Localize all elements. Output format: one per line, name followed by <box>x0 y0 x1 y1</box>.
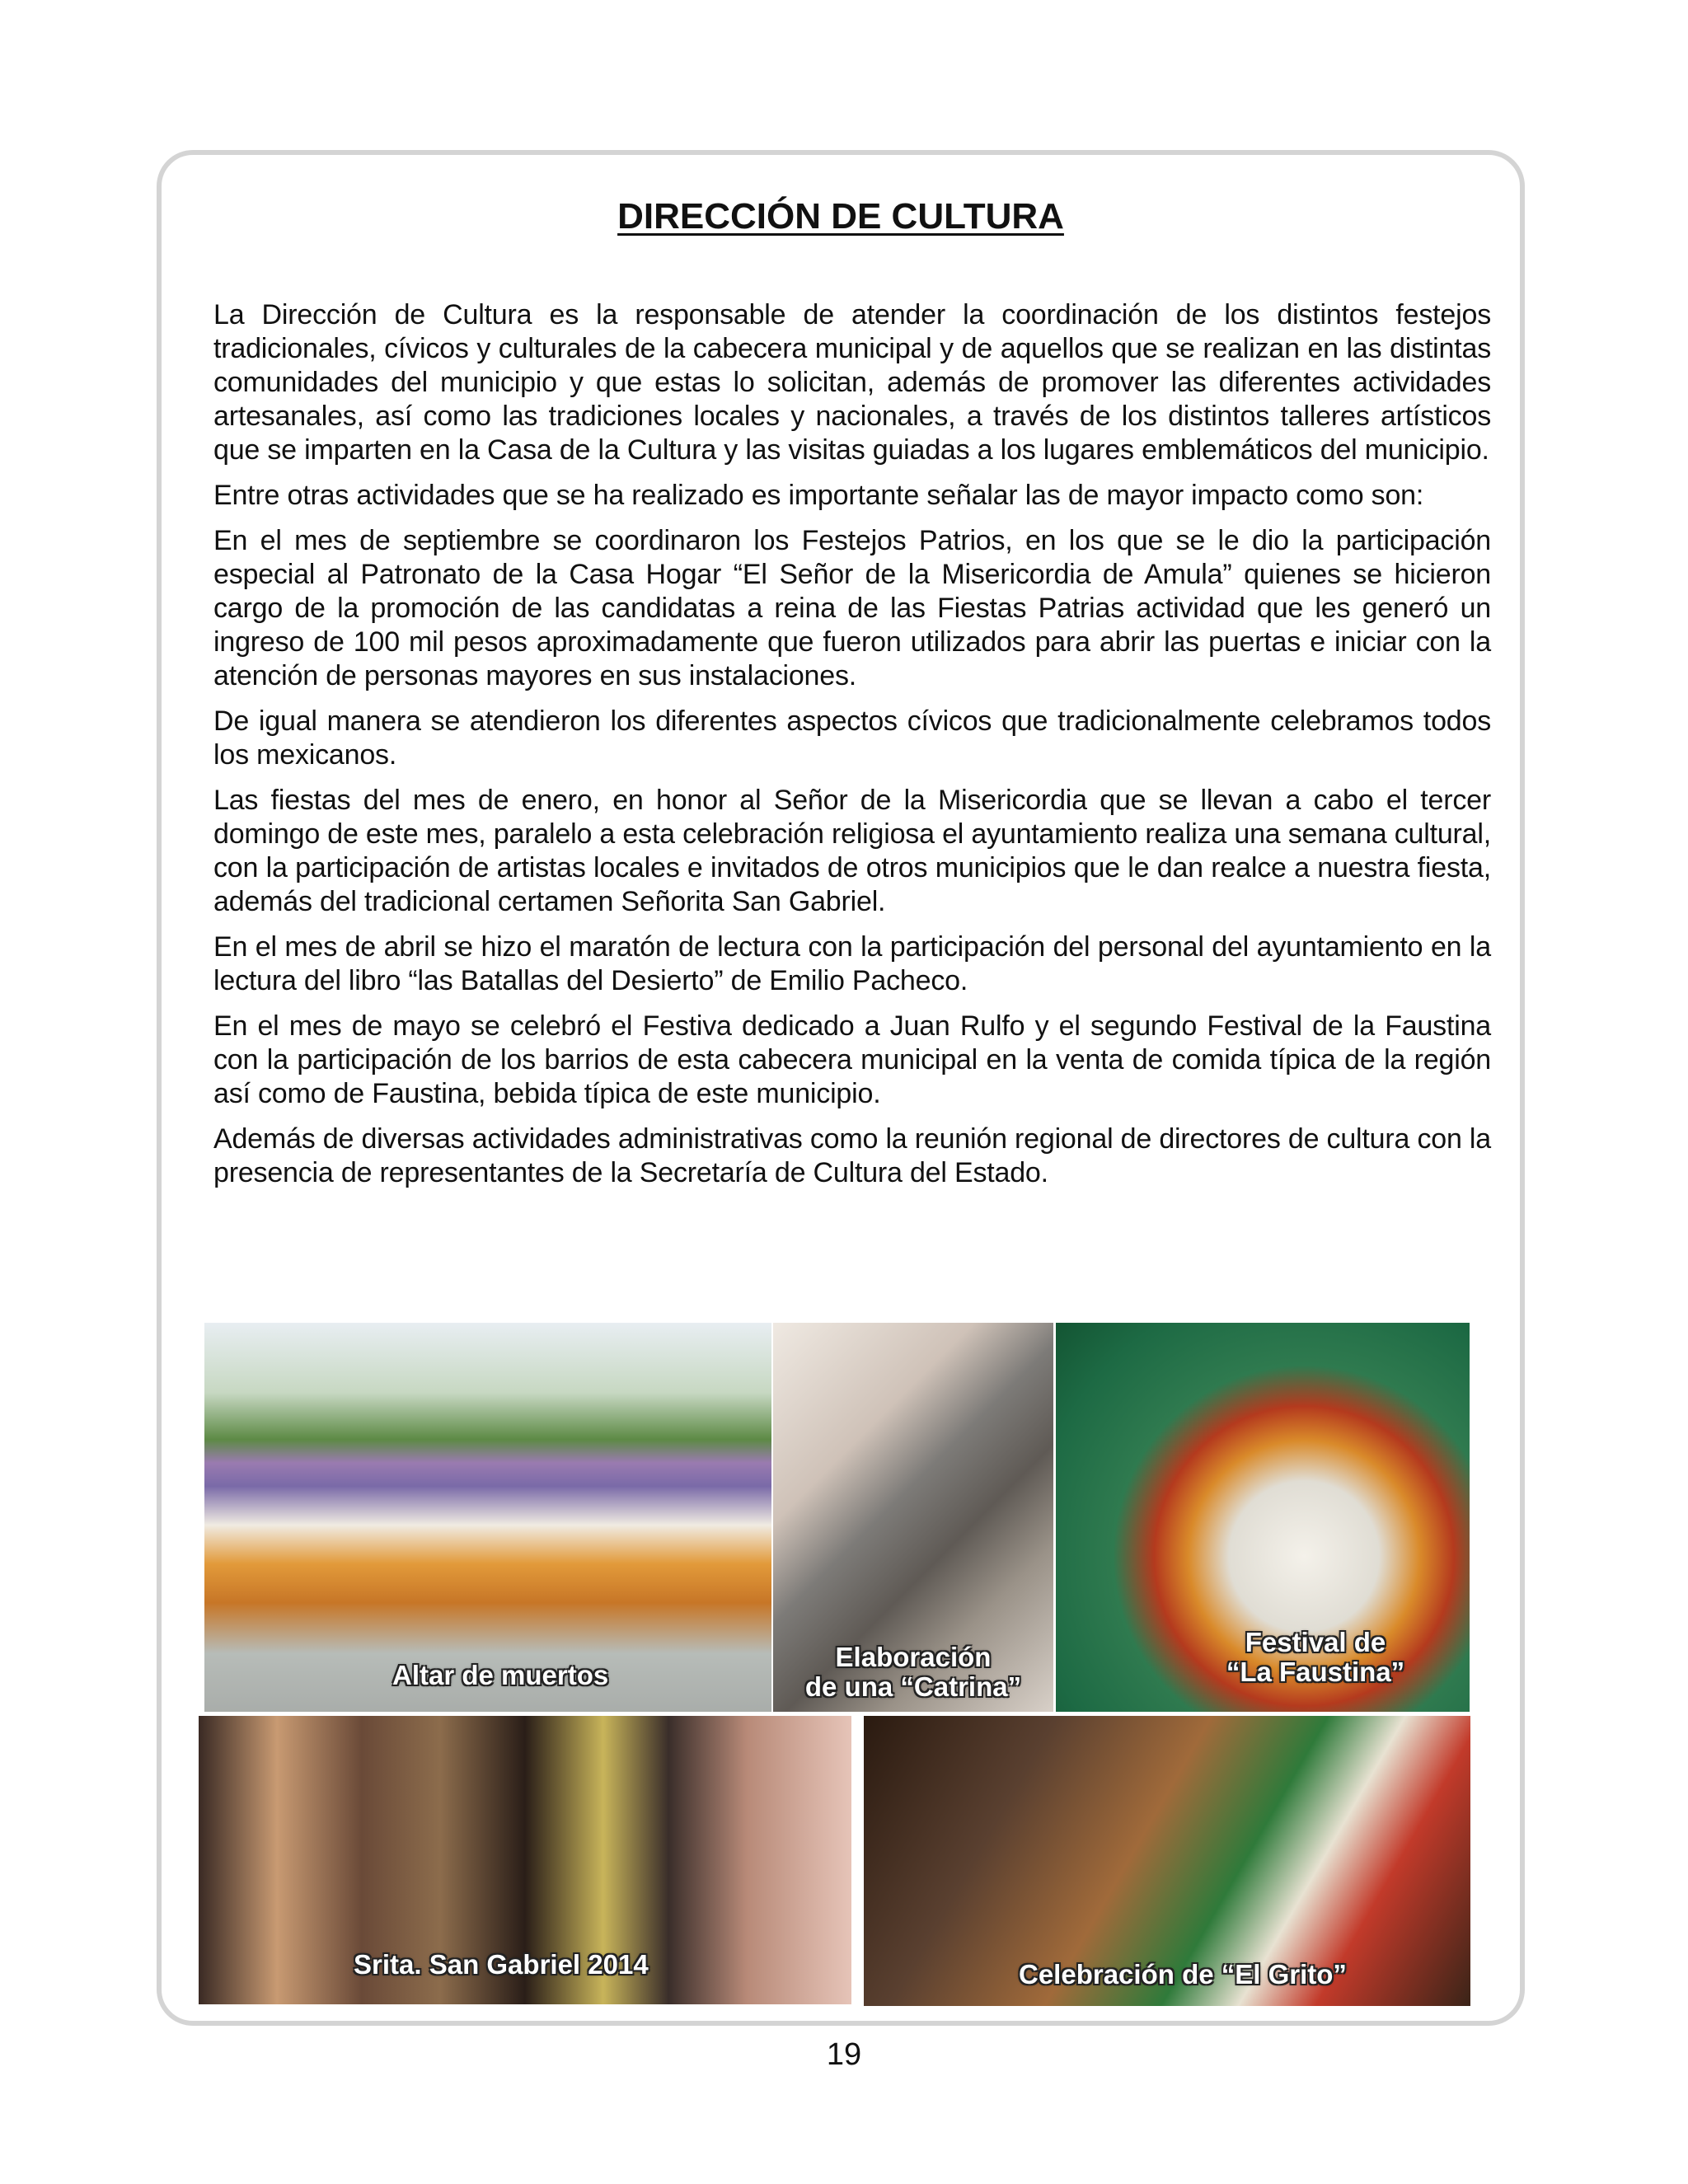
caption-line: Elaboración <box>835 1642 992 1672</box>
caption-line: “La Faustina” <box>1226 1657 1405 1687</box>
photo-caption: Srita. San Gabriel 2014 <box>354 1949 649 1980</box>
body-text <box>213 298 1491 1202</box>
paragraph: De igual manera se atendieron los diferentes aspectos cívicos que tradicionalmente celebramos todos los mexicanos. <box>213 705 1491 771</box>
photo-caption <box>773 1643 1053 1702</box>
page-title: DIRECCIÓN DE CULTURA <box>617 196 1064 237</box>
paragraph: En el mes de mayo se celebró el Festiva dedicado a Juan Rulfo y el segundo Festival de la Faustina con la participación de los barrios de esta cabecera municipal en la venta de comida típica de la región así como de Faustina, bebida típica de este municipio. <box>213 1010 1491 1109</box>
photo-catrina <box>773 1323 1053 1712</box>
caption-line: de una “Catrina” <box>804 1671 1022 1702</box>
photo-caption: Altar de muertos <box>392 1660 609 1690</box>
photo-caption <box>1179 1628 1451 1687</box>
photo-altar-de-muertos <box>204 1323 771 1712</box>
page-number: 19 <box>826 2037 862 2072</box>
caption-line: Festival de <box>1245 1627 1386 1657</box>
paragraph: En el mes de septiembre se coordinaron los Festejos Patrios, en los que se le dio la participación especial al Patronato de la Casa Hogar “El Señor de la Misericordia de Amula” quienes se hicieron cargo de la promoción de las candidatas a reina de las Fiestas Patrias actividad que les generó un ingreso de 100 mil pesos aproximadamente que fueron utilizados para abrir las puertas e iniciar con la atención de personas mayores en sus instalaciones. <box>213 525 1491 691</box>
photo-caption: Celebración de “El Grito” <box>1019 1959 1347 1990</box>
paragraph: Las fiestas del mes de enero, en honor al Señor de la Misericordia que se llevan a cabo el tercer domingo de este mes, paralelo a esta celebración religiosa el ayuntamiento realiza una semana cultural, con la participación de artistas locales e invitados de otros municipios que le dan realce a nuestra fiesta, además del tradicional certamen Señorita San Gabriel. <box>213 785 1491 917</box>
photo-el-grito <box>864 1716 1470 2006</box>
paragraph: En el mes de abril se hizo el maratón de lectura con la participación del personal del ayuntamiento en la lectura del libro “las Batallas del Desierto” de Emilio Pacheco. <box>213 931 1491 996</box>
photo-srita-san-gabriel <box>199 1716 851 2004</box>
photo-festival-faustina <box>1056 1323 1470 1712</box>
paragraph: Entre otras actividades que se ha realizado es importante señalar las de mayor impacto como son: <box>213 480 1424 511</box>
paragraph: La Dirección de Cultura es la responsable de atender la coordinación de los distintos festejos tradicionales, cívicos y culturales de la cabecera municipal y de aquellos que se realizan en las distintas comunidades del municipio y que estas lo solicitan, además de promover las diferentes actividades artesanales, así como las tradiciones locales y nacionales, a través de los distintos talleres artísticos que se imparten en la Casa de la Cultura y las visitas guiadas a los lugares emblemáticos del municipio. <box>213 299 1491 466</box>
paragraph: Además de diversas actividades administrativas como la reunión regional de directores de cultura con la presencia de representantes de la Secretaría de Cultura del Estado. <box>213 1123 1491 1188</box>
